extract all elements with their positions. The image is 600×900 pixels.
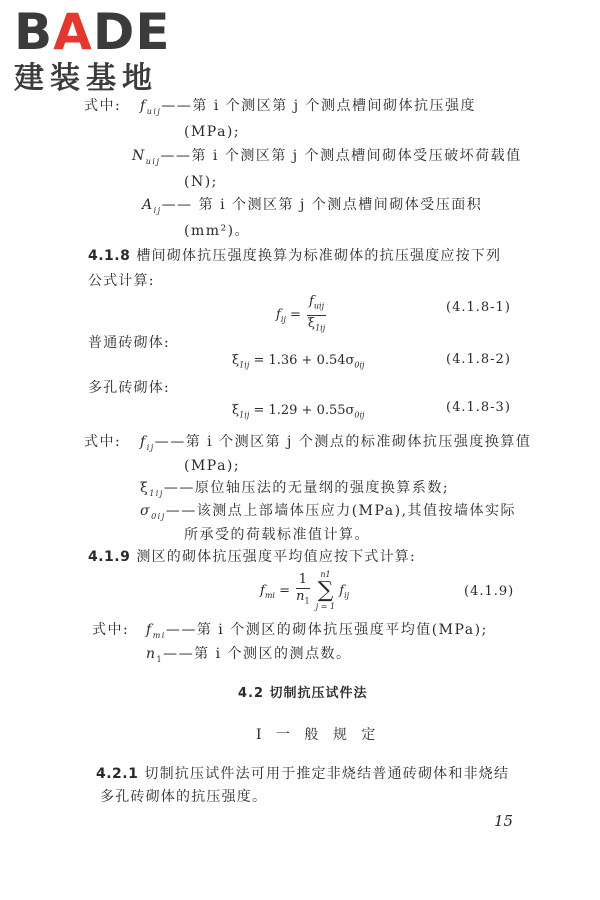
clause-4-1-8-cont: 公式计算: — [88, 273, 155, 289]
definition-n-uij-unit: (N); — [184, 174, 218, 190]
clause-4-2-1-cont: 多孔砖砌体的抗压强度。 — [100, 789, 268, 805]
where-label: 式中: — [92, 622, 130, 638]
page-number: 15 — [494, 812, 514, 830]
definition-n-uij: $N_{uij}——$第 i 个测区第 j 个测点槽间砌体受压破坏荷载值 — [132, 148, 522, 166]
summation-symbol: n1 ∑ j = 1 — [315, 570, 336, 611]
equation-4-1-8-3: $\xi_{1ij} = 1.29 + 0.55\sigma_{0ij}$ — [232, 403, 365, 420]
definition-sigma-0ij: $\sigma_{0ij}——$该测点上部墙体压应力(MPa),其值按墙体实际 — [140, 503, 517, 521]
definition-f-uij-unit: (MPa); — [184, 124, 241, 140]
clause-4-1-8: 4.1.8 槽间砌体抗压强度换算为标准砌体的抗压强度应按下列 — [88, 248, 502, 264]
subsection-heading: I 一 般 规 定 — [256, 727, 381, 743]
equation-number: (4.1.8-2) — [446, 352, 511, 367]
equation-number: (4.1.8-1) — [446, 300, 511, 315]
definition-a-ij-unit: (mm²)。 — [184, 223, 251, 239]
definition-f-mi: $f_{mi}——$第 i 个测区的砌体抗压强度平均值(MPa); — [146, 622, 488, 640]
equation-number: (4.1.9) — [464, 584, 515, 599]
where-label: 式中: — [84, 434, 122, 450]
perforated-brick-label: 多孔砖砌体: — [88, 380, 170, 396]
ordinary-brick-label: 普通砖砌体: — [88, 335, 170, 351]
where-label: 式中: — [84, 98, 122, 114]
definition-f-ij-unit: (MPa); — [184, 458, 241, 474]
equation-number: (4.1.8-3) — [446, 400, 511, 415]
equation-4-1-9: $f_{mi}$ = $\frac{1}{n_1}$ n1 ∑ j = 1 $f_{ij}$ — [260, 570, 350, 611]
definition-f-ij: $f_{ij}——$第 i 个测区第 j 个测点的标准砌体抗压强度换算值 — [140, 434, 532, 452]
definition-f-uij: $f_{uij}——$第 i 个测区第 j 个测点槽间砌体抗压强度 — [140, 98, 477, 116]
logo-wordmark: BADE — [14, 3, 171, 61]
clause-4-1-9: 4.1.9 测区的砌体抗压强度平均值应按下式计算: — [88, 549, 416, 565]
definition-sigma-0ij-cont: 所承受的荷载标准值计算。 — [184, 527, 370, 543]
equation-4-1-8-2: $\xi_{1ij} = 1.36 + 0.54\sigma_{0ij}$ — [232, 353, 365, 370]
definition-xi-1ij: $\xi_{1ij}——$原位轴压法的无量纲的强度换算系数; — [140, 480, 450, 498]
definition-n-1: $n_1——$第 i 个测区的测点数。 — [146, 646, 352, 664]
section-heading: 4.2 切制抗压试件法 — [238, 686, 368, 701]
clause-4-2-1: 4.2.1 切制抗压试件法可用于推定非烧结普通砖砌体和非烧结 — [96, 766, 510, 782]
logo-subtitle: 建装基地 — [14, 61, 158, 96]
definition-a-ij: $A_{ij}——$ 第 i 个测区第 j 个测点槽间砌体受压面积 — [142, 197, 483, 215]
equation-4-1-8-1: $f_{ij}$ = $\frac{f_{uij}}{\xi_{1ij}}$ — [276, 294, 326, 333]
